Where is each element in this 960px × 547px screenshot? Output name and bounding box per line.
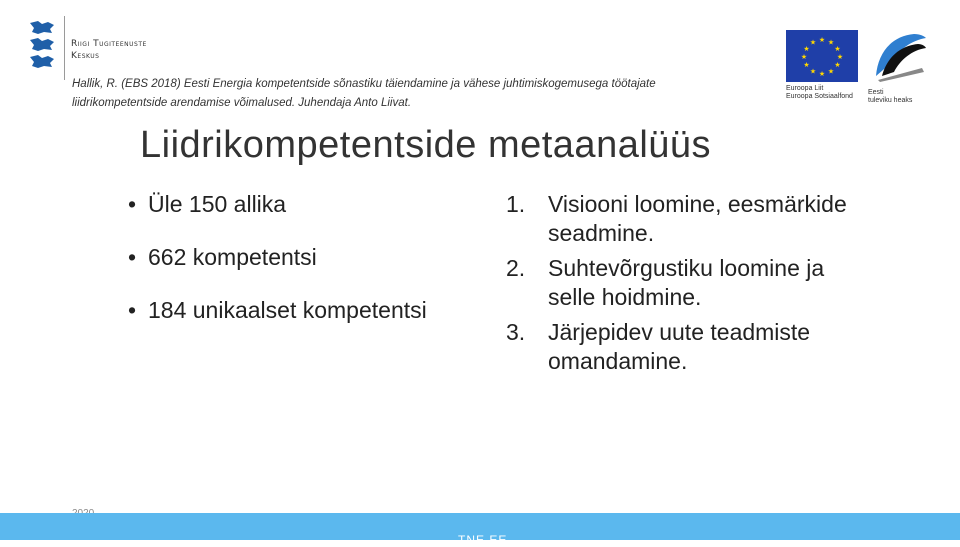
estonian-flag-swoosh-icon — [868, 30, 928, 86]
numbered-marker: 2. — [506, 255, 526, 281]
org-name-line2: Keskus — [71, 51, 100, 61]
ee-caption-line1: Eesti — [868, 89, 884, 96]
lions-crest-icon — [28, 20, 56, 72]
numbered-item — [506, 190, 866, 248]
numbered-text: Järjepidev uute teadmiste omandamine. — [548, 319, 811, 374]
slide-title: Liidrikompetentside metaanalüüs — [140, 124, 712, 166]
bullet-marker: • — [128, 191, 137, 217]
numbered-list — [506, 190, 866, 382]
bullet-item — [128, 296, 428, 325]
svg-text:★: ★ — [818, 36, 826, 44]
eu-logo — [786, 30, 862, 104]
svg-text:★: ★ — [834, 61, 841, 69]
numbered-text: Suhtevõrgustiku loomine ja selle hoidmine. — [548, 255, 825, 310]
citation — [72, 75, 752, 113]
ee-caption-line2: tuleviku heaks — [868, 97, 913, 104]
svg-text:★: ★ — [809, 67, 817, 76]
bullet-marker: • — [128, 297, 137, 323]
svg-text:★: ★ — [827, 67, 835, 76]
numbered-item — [506, 254, 866, 312]
bullet-text: 184 unikaalset kompetentsi — [148, 297, 427, 323]
citation-line2: liidrikompetentside arendamise võimalused. Juhendaja Anto Liivat. — [72, 97, 412, 109]
svg-text:★: ★ — [809, 38, 817, 47]
bullet-item — [128, 190, 428, 219]
ee-caption — [868, 89, 928, 105]
eu-flag-icon — [786, 30, 858, 82]
ee-logo — [868, 30, 928, 104]
numbered-marker: 1. — [506, 191, 526, 217]
bullet-text: 662 kompetentsi — [148, 244, 317, 270]
eu-caption-line1: Euroopa Liit — [786, 85, 824, 92]
bottom-bar-text: TNE EE — [458, 533, 508, 547]
org-logo — [28, 20, 188, 80]
logo-divider — [64, 16, 65, 80]
bullet-list — [128, 190, 428, 349]
svg-text:★: ★ — [827, 38, 835, 47]
org-name-line1: Riigi Tugiteenuste — [71, 39, 147, 49]
eu-caption-line2: Euroopa Sotsiaalfond — [786, 93, 853, 100]
svg-text:★: ★ — [836, 53, 844, 61]
bullet-item — [128, 243, 428, 272]
svg-text:★: ★ — [800, 53, 808, 61]
eu-caption — [786, 85, 862, 101]
numbered-text: Visiooni loomine, eesmärkide seadmine. — [548, 191, 847, 246]
citation-line1: Hallik, R. (EBS 2018) Eesti Energia kompetentside sõnastiku täiendamine ja vähese juhtimiskogemusega töötajate — [72, 78, 656, 90]
bullet-marker: • — [128, 244, 137, 270]
svg-text:★: ★ — [803, 45, 810, 53]
svg-text:★: ★ — [818, 70, 826, 78]
numbered-item — [506, 318, 866, 376]
svg-text:★: ★ — [834, 45, 841, 53]
bullet-text: Üle 150 allika — [148, 191, 287, 217]
numbered-marker: 3. — [506, 319, 526, 345]
org-name — [71, 38, 147, 62]
svg-text:★: ★ — [803, 61, 810, 69]
